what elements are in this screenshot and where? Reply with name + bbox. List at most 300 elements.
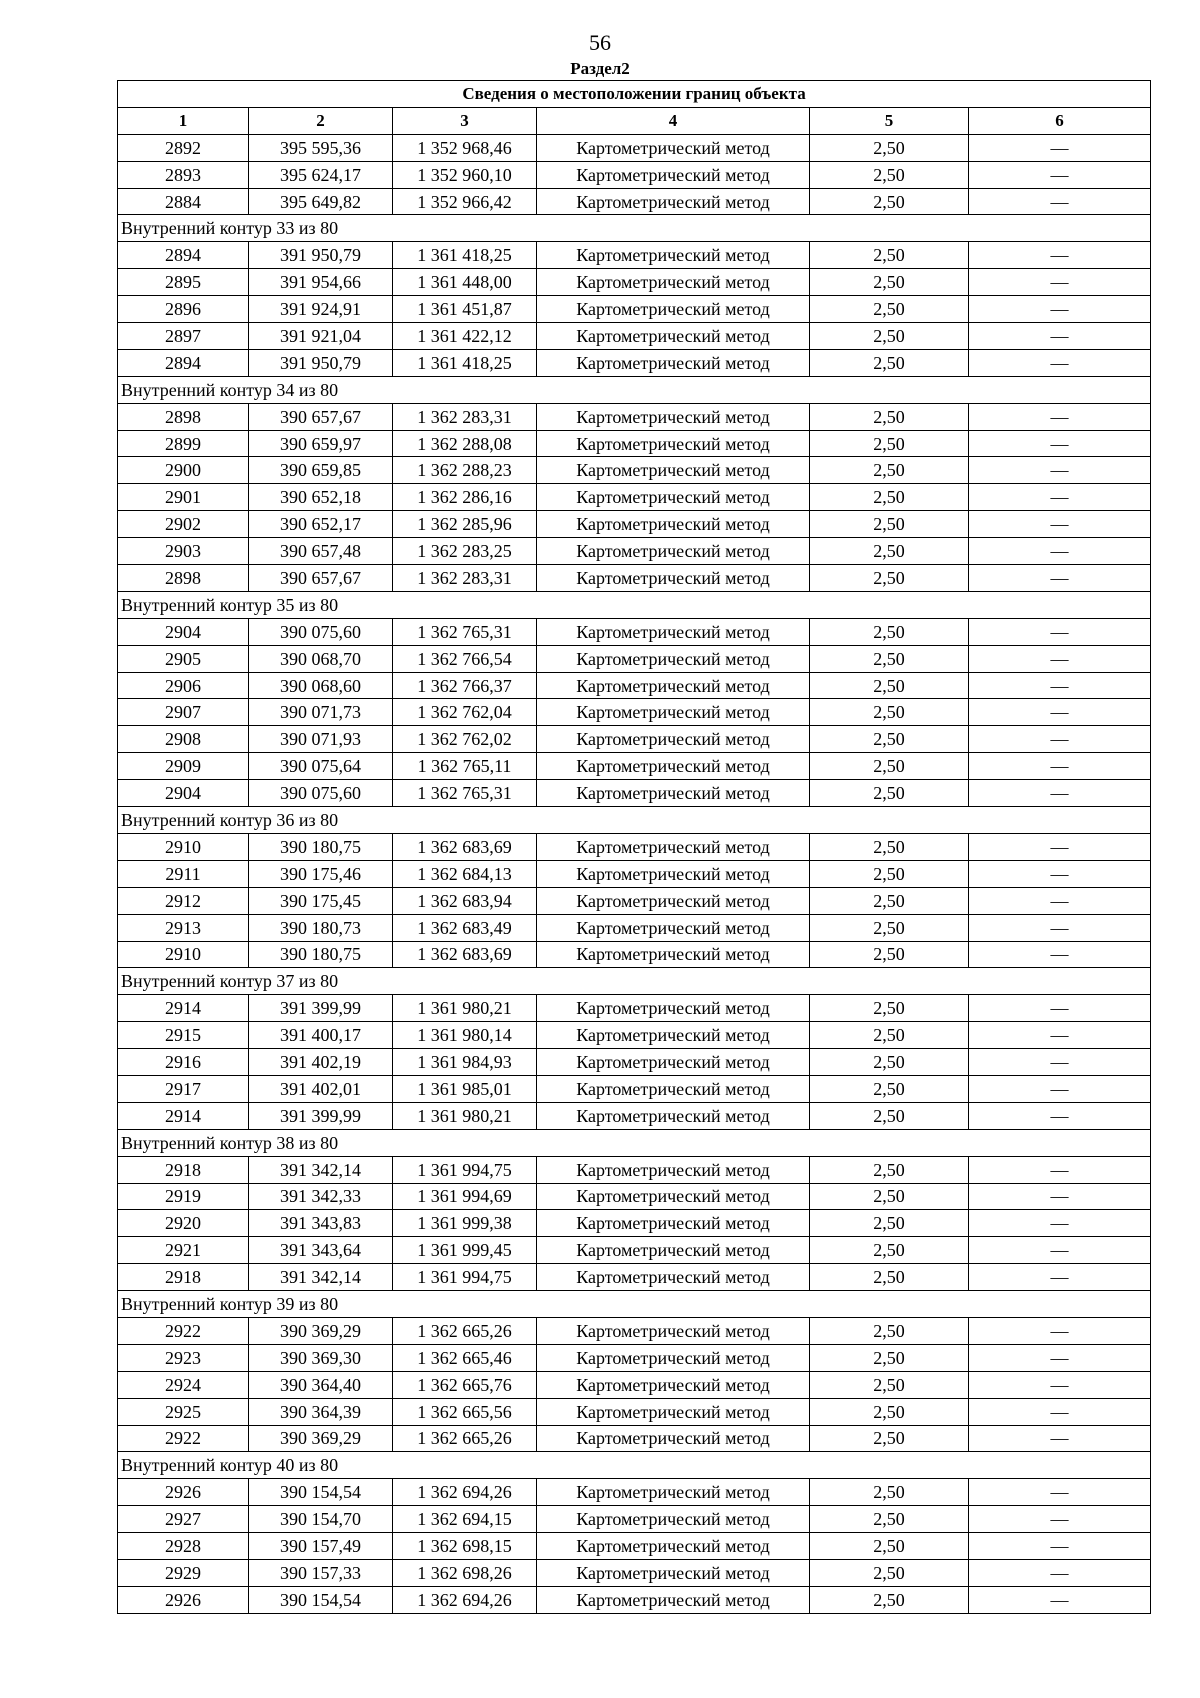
contour-group-row: [118, 1129, 1151, 1156]
x-coordinate-cell: 390 175,45: [249, 887, 393, 914]
point-number-cell: 2892: [118, 134, 249, 161]
point-number-cell: 2926: [118, 1479, 249, 1506]
y-coordinate-cell: 1 362 684,13: [393, 860, 537, 887]
description-cell: —: [969, 269, 1151, 296]
method-cell: Картометрический метод: [537, 484, 810, 511]
table-row: [118, 645, 1151, 672]
description-cell: —: [969, 1022, 1151, 1049]
y-coordinate-cell: 1 362 285,96: [393, 511, 537, 538]
y-coordinate-cell: 1 362 766,37: [393, 672, 537, 699]
boundary-coordinates-table: [117, 80, 1151, 1614]
y-coordinate-cell: 1 362 762,02: [393, 726, 537, 753]
contour-group-row: [118, 376, 1151, 403]
point-number-cell: 2926: [118, 1586, 249, 1613]
method-cell: Картометрический метод: [537, 860, 810, 887]
point-number-cell: 2898: [118, 565, 249, 592]
x-coordinate-cell: 390 657,48: [249, 538, 393, 565]
description-cell: —: [969, 1210, 1151, 1237]
method-cell: Картометрический метод: [537, 1264, 810, 1291]
point-number-cell: 2894: [118, 242, 249, 269]
y-coordinate-cell: 1 352 960,10: [393, 161, 537, 188]
description-cell: —: [969, 457, 1151, 484]
column-header: 1: [118, 107, 249, 134]
x-coordinate-cell: 391 950,79: [249, 242, 393, 269]
table-row: [118, 161, 1151, 188]
accuracy-cell: 2,50: [810, 645, 969, 672]
x-coordinate-cell: 391 950,79: [249, 349, 393, 376]
table-row: [118, 134, 1151, 161]
accuracy-cell: 2,50: [810, 995, 969, 1022]
description-cell: —: [969, 672, 1151, 699]
x-coordinate-cell: 390 180,73: [249, 914, 393, 941]
accuracy-cell: 2,50: [810, 726, 969, 753]
table-row: [118, 753, 1151, 780]
description-cell: —: [969, 860, 1151, 887]
method-cell: Картометрический метод: [537, 618, 810, 645]
y-coordinate-cell: 1 361 418,25: [393, 242, 537, 269]
accuracy-cell: 2,50: [810, 1075, 969, 1102]
x-coordinate-cell: 390 657,67: [249, 565, 393, 592]
description-cell: —: [969, 753, 1151, 780]
y-coordinate-cell: 1 361 451,87: [393, 296, 537, 323]
description-cell: —: [969, 1264, 1151, 1291]
description-cell: —: [969, 645, 1151, 672]
description-cell: —: [969, 780, 1151, 807]
point-number-cell: 2910: [118, 833, 249, 860]
method-cell: Картометрический метод: [537, 887, 810, 914]
method-cell: Картометрический метод: [537, 1022, 810, 1049]
description-cell: —: [969, 914, 1151, 941]
description-cell: —: [969, 484, 1151, 511]
table-row: [118, 1586, 1151, 1613]
accuracy-cell: 2,50: [810, 1317, 969, 1344]
description-cell: —: [969, 323, 1151, 350]
method-cell: Картометрический метод: [537, 538, 810, 565]
table-body: [118, 134, 1151, 1613]
x-coordinate-cell: 390 364,39: [249, 1398, 393, 1425]
x-coordinate-cell: 391 343,83: [249, 1210, 393, 1237]
method-cell: Картометрический метод: [537, 349, 810, 376]
accuracy-cell: 2,50: [810, 1102, 969, 1129]
y-coordinate-cell: 1 361 418,25: [393, 349, 537, 376]
contour-title: Внутренний контур 39 из 80: [118, 1291, 1151, 1318]
table-row: [118, 511, 1151, 538]
contour-group-row: [118, 215, 1151, 242]
accuracy-cell: 2,50: [810, 188, 969, 215]
description-cell: —: [969, 1237, 1151, 1264]
x-coordinate-cell: 390 657,67: [249, 403, 393, 430]
x-coordinate-cell: 395 649,82: [249, 188, 393, 215]
table-row: [118, 242, 1151, 269]
point-number-cell: 2894: [118, 349, 249, 376]
method-cell: Картометрический метод: [537, 242, 810, 269]
accuracy-cell: 2,50: [810, 1425, 969, 1452]
accuracy-cell: 2,50: [810, 1022, 969, 1049]
x-coordinate-cell: 391 399,99: [249, 1102, 393, 1129]
x-coordinate-cell: 390 154,70: [249, 1506, 393, 1533]
y-coordinate-cell: 1 362 762,04: [393, 699, 537, 726]
table-row: [118, 565, 1151, 592]
column-header: 3: [393, 107, 537, 134]
description-cell: —: [969, 565, 1151, 592]
description-cell: —: [969, 941, 1151, 968]
method-cell: Картометрический метод: [537, 323, 810, 350]
point-number-cell: 2896: [118, 296, 249, 323]
description-cell: —: [969, 699, 1151, 726]
y-coordinate-cell: 1 362 765,31: [393, 618, 537, 645]
y-coordinate-cell: 1 362 283,25: [393, 538, 537, 565]
table-row: [118, 860, 1151, 887]
contour-group-row: [118, 1291, 1151, 1318]
method-cell: Картометрический метод: [537, 726, 810, 753]
method-cell: Картометрический метод: [537, 1075, 810, 1102]
point-number-cell: 2928: [118, 1533, 249, 1560]
x-coordinate-cell: 395 595,36: [249, 134, 393, 161]
contour-title: Внутренний контур 35 из 80: [118, 591, 1151, 618]
point-number-cell: 2898: [118, 403, 249, 430]
y-coordinate-cell: 1 361 999,45: [393, 1237, 537, 1264]
y-coordinate-cell: 1 362 665,26: [393, 1425, 537, 1452]
accuracy-cell: 2,50: [810, 323, 969, 350]
method-cell: Картометрический метод: [537, 833, 810, 860]
x-coordinate-cell: 391 400,17: [249, 1022, 393, 1049]
method-cell: Картометрический метод: [537, 457, 810, 484]
x-coordinate-cell: 390 071,93: [249, 726, 393, 753]
x-coordinate-cell: 390 369,30: [249, 1344, 393, 1371]
y-coordinate-cell: 1 362 665,46: [393, 1344, 537, 1371]
accuracy-cell: 2,50: [810, 833, 969, 860]
point-number-cell: 2897: [118, 323, 249, 350]
x-coordinate-cell: 390 075,64: [249, 753, 393, 780]
table-row: [118, 1264, 1151, 1291]
contour-title: Внутренний контур 40 из 80: [118, 1452, 1151, 1479]
method-cell: Картометрический метод: [537, 941, 810, 968]
method-cell: Картометрический метод: [537, 1479, 810, 1506]
point-number-cell: 2922: [118, 1317, 249, 1344]
x-coordinate-cell: 390 154,54: [249, 1479, 393, 1506]
accuracy-cell: 2,50: [810, 430, 969, 457]
y-coordinate-cell: 1 361 985,01: [393, 1075, 537, 1102]
point-number-cell: 2907: [118, 699, 249, 726]
table-row: [118, 672, 1151, 699]
contour-group-row: [118, 1452, 1151, 1479]
table-row: [118, 618, 1151, 645]
contour-title: Внутренний контур 34 из 80: [118, 376, 1151, 403]
contour-group-row: [118, 968, 1151, 995]
contour-title: Внутренний контур 33 из 80: [118, 215, 1151, 242]
y-coordinate-cell: 1 361 422,12: [393, 323, 537, 350]
accuracy-cell: 2,50: [810, 672, 969, 699]
accuracy-cell: 2,50: [810, 296, 969, 323]
x-coordinate-cell: 390 075,60: [249, 780, 393, 807]
table-row: [118, 1183, 1151, 1210]
y-coordinate-cell: 1 362 665,56: [393, 1398, 537, 1425]
table-row: [118, 1102, 1151, 1129]
method-cell: Картометрический метод: [537, 565, 810, 592]
y-coordinate-cell: 1 362 665,26: [393, 1317, 537, 1344]
x-coordinate-cell: 390 157,49: [249, 1533, 393, 1560]
x-coordinate-cell: 391 342,14: [249, 1156, 393, 1183]
description-cell: —: [969, 242, 1151, 269]
description-cell: —: [969, 1586, 1151, 1613]
description-cell: —: [969, 349, 1151, 376]
description-cell: —: [969, 1506, 1151, 1533]
method-cell: Картометрический метод: [537, 403, 810, 430]
point-number-cell: 2900: [118, 457, 249, 484]
method-cell: Картометрический метод: [537, 780, 810, 807]
method-cell: Картометрический метод: [537, 1371, 810, 1398]
accuracy-cell: 2,50: [810, 457, 969, 484]
method-cell: Картометрический метод: [537, 1049, 810, 1076]
description-cell: —: [969, 188, 1151, 215]
x-coordinate-cell: 390 364,40: [249, 1371, 393, 1398]
method-cell: Картометрический метод: [537, 672, 810, 699]
accuracy-cell: 2,50: [810, 349, 969, 376]
description-cell: —: [969, 995, 1151, 1022]
description-cell: —: [969, 1533, 1151, 1560]
accuracy-cell: 2,50: [810, 1049, 969, 1076]
contour-title: Внутренний контур 38 из 80: [118, 1129, 1151, 1156]
table-row: [118, 1237, 1151, 1264]
point-number-cell: 2911: [118, 860, 249, 887]
accuracy-cell: 2,50: [810, 134, 969, 161]
y-coordinate-cell: 1 362 683,69: [393, 941, 537, 968]
method-cell: Картометрический метод: [537, 1425, 810, 1452]
y-coordinate-cell: 1 362 683,94: [393, 887, 537, 914]
method-cell: Картометрический метод: [537, 1317, 810, 1344]
table-row: [118, 1506, 1151, 1533]
accuracy-cell: 2,50: [810, 484, 969, 511]
table-row: [118, 941, 1151, 968]
accuracy-cell: 2,50: [810, 1479, 969, 1506]
x-coordinate-cell: 390 068,60: [249, 672, 393, 699]
method-cell: Картометрический метод: [537, 188, 810, 215]
method-cell: Картометрический метод: [537, 1183, 810, 1210]
table-row: [118, 269, 1151, 296]
method-cell: Картометрический метод: [537, 1102, 810, 1129]
table-row: [118, 726, 1151, 753]
point-number-cell: 2915: [118, 1022, 249, 1049]
point-number-cell: 2904: [118, 618, 249, 645]
x-coordinate-cell: 390 659,85: [249, 457, 393, 484]
point-number-cell: 2902: [118, 511, 249, 538]
table-row: [118, 1049, 1151, 1076]
accuracy-cell: 2,50: [810, 780, 969, 807]
description-cell: —: [969, 1317, 1151, 1344]
description-cell: —: [969, 887, 1151, 914]
description-cell: —: [969, 1371, 1151, 1398]
table-row: [118, 403, 1151, 430]
method-cell: Картометрический метод: [537, 161, 810, 188]
method-cell: Картометрический метод: [537, 269, 810, 296]
y-coordinate-cell: 1 361 984,93: [393, 1049, 537, 1076]
point-number-cell: 2929: [118, 1559, 249, 1586]
y-coordinate-cell: 1 362 683,49: [393, 914, 537, 941]
table-row: [118, 914, 1151, 941]
accuracy-cell: 2,50: [810, 1559, 969, 1586]
section-title: Раздел2: [570, 59, 630, 78]
y-coordinate-cell: 1 362 694,15: [393, 1506, 537, 1533]
table-row: [118, 833, 1151, 860]
method-cell: Картометрический метод: [537, 430, 810, 457]
table-row: [118, 1398, 1151, 1425]
point-number-cell: 2914: [118, 995, 249, 1022]
y-coordinate-cell: 1 361 994,69: [393, 1183, 537, 1210]
table-row: [118, 1425, 1151, 1452]
y-coordinate-cell: 1 361 980,21: [393, 995, 537, 1022]
description-cell: —: [969, 403, 1151, 430]
description-cell: —: [969, 1049, 1151, 1076]
accuracy-cell: 2,50: [810, 1237, 969, 1264]
table-row: [118, 296, 1151, 323]
method-cell: Картометрический метод: [537, 1586, 810, 1613]
table-row: [118, 188, 1151, 215]
y-coordinate-cell: 1 352 968,46: [393, 134, 537, 161]
point-number-cell: 2884: [118, 188, 249, 215]
point-number-cell: 2908: [118, 726, 249, 753]
x-coordinate-cell: 391 921,04: [249, 323, 393, 350]
y-coordinate-cell: 1 361 980,14: [393, 1022, 537, 1049]
x-coordinate-cell: 391 399,99: [249, 995, 393, 1022]
y-coordinate-cell: 1 362 283,31: [393, 565, 537, 592]
method-cell: Картометрический метод: [537, 511, 810, 538]
point-number-cell: 2918: [118, 1264, 249, 1291]
accuracy-cell: 2,50: [810, 242, 969, 269]
point-number-cell: 2919: [118, 1183, 249, 1210]
accuracy-cell: 2,50: [810, 860, 969, 887]
column-header-row: [118, 107, 1151, 134]
point-number-cell: 2893: [118, 161, 249, 188]
point-number-cell: 2912: [118, 887, 249, 914]
method-cell: Картометрический метод: [537, 296, 810, 323]
y-coordinate-cell: 1 362 698,26: [393, 1559, 537, 1586]
accuracy-cell: 2,50: [810, 887, 969, 914]
table-row: [118, 780, 1151, 807]
description-cell: —: [969, 726, 1151, 753]
table-row: [118, 457, 1151, 484]
description-cell: —: [969, 538, 1151, 565]
point-number-cell: 2913: [118, 914, 249, 941]
y-coordinate-cell: 1 352 966,42: [393, 188, 537, 215]
y-coordinate-cell: 1 362 766,54: [393, 645, 537, 672]
table-row: [118, 349, 1151, 376]
description-cell: —: [969, 430, 1151, 457]
y-coordinate-cell: 1 362 694,26: [393, 1479, 537, 1506]
table-row: [118, 1022, 1151, 1049]
method-cell: Картометрический метод: [537, 1559, 810, 1586]
description-cell: —: [969, 1479, 1151, 1506]
table-row: [118, 1559, 1151, 1586]
method-cell: Картометрический метод: [537, 1210, 810, 1237]
x-coordinate-cell: 390 652,18: [249, 484, 393, 511]
x-coordinate-cell: 390 075,60: [249, 618, 393, 645]
y-coordinate-cell: 1 362 283,31: [393, 403, 537, 430]
description-cell: —: [969, 1102, 1151, 1129]
description-cell: —: [969, 833, 1151, 860]
accuracy-cell: 2,50: [810, 565, 969, 592]
point-number-cell: 2899: [118, 430, 249, 457]
y-coordinate-cell: 1 362 765,11: [393, 753, 537, 780]
accuracy-cell: 2,50: [810, 538, 969, 565]
point-number-cell: 2918: [118, 1156, 249, 1183]
accuracy-cell: 2,50: [810, 914, 969, 941]
point-number-cell: 2903: [118, 538, 249, 565]
x-coordinate-cell: 390 369,29: [249, 1425, 393, 1452]
method-cell: Картометрический метод: [537, 914, 810, 941]
point-number-cell: 2895: [118, 269, 249, 296]
point-number-cell: 2904: [118, 780, 249, 807]
accuracy-cell: 2,50: [810, 1183, 969, 1210]
point-number-cell: 2905: [118, 645, 249, 672]
accuracy-cell: 2,50: [810, 403, 969, 430]
accuracy-cell: 2,50: [810, 1264, 969, 1291]
point-number-cell: 2921: [118, 1237, 249, 1264]
description-cell: —: [969, 1344, 1151, 1371]
accuracy-cell: 2,50: [810, 161, 969, 188]
method-cell: Картометрический метод: [537, 1398, 810, 1425]
point-number-cell: 2901: [118, 484, 249, 511]
table-row: [118, 887, 1151, 914]
point-number-cell: 2917: [118, 1075, 249, 1102]
method-cell: Картометрический метод: [537, 1156, 810, 1183]
table-row: [118, 1479, 1151, 1506]
x-coordinate-cell: 391 342,14: [249, 1264, 393, 1291]
accuracy-cell: 2,50: [810, 1586, 969, 1613]
y-coordinate-cell: 1 361 999,38: [393, 1210, 537, 1237]
accuracy-cell: 2,50: [810, 1371, 969, 1398]
x-coordinate-cell: 390 180,75: [249, 941, 393, 968]
point-number-cell: 2923: [118, 1344, 249, 1371]
x-coordinate-cell: 390 071,73: [249, 699, 393, 726]
table-row: [118, 538, 1151, 565]
table-row: [118, 484, 1151, 511]
column-header: 5: [810, 107, 969, 134]
contour-group-row: [118, 807, 1151, 834]
table-row: [118, 1156, 1151, 1183]
accuracy-cell: 2,50: [810, 1156, 969, 1183]
y-coordinate-cell: 1 362 288,08: [393, 430, 537, 457]
method-cell: Картометрический метод: [537, 1506, 810, 1533]
table-row: [118, 1344, 1151, 1371]
table-caption: Сведения о местоположении границ объекта: [118, 81, 1151, 108]
point-number-cell: 2924: [118, 1371, 249, 1398]
point-number-cell: 2916: [118, 1049, 249, 1076]
point-number-cell: 2906: [118, 672, 249, 699]
x-coordinate-cell: 391 342,33: [249, 1183, 393, 1210]
method-cell: Картометрический метод: [537, 645, 810, 672]
y-coordinate-cell: 1 361 994,75: [393, 1156, 537, 1183]
description-cell: —: [969, 296, 1151, 323]
x-coordinate-cell: 390 157,33: [249, 1559, 393, 1586]
x-coordinate-cell: 395 624,17: [249, 161, 393, 188]
x-coordinate-cell: 391 402,19: [249, 1049, 393, 1076]
description-cell: —: [969, 1183, 1151, 1210]
table-row: [118, 1317, 1151, 1344]
x-coordinate-cell: 390 659,97: [249, 430, 393, 457]
description-cell: —: [969, 1398, 1151, 1425]
description-cell: —: [969, 1425, 1151, 1452]
accuracy-cell: 2,50: [810, 1210, 969, 1237]
accuracy-cell: 2,50: [810, 1533, 969, 1560]
y-coordinate-cell: 1 362 694,26: [393, 1586, 537, 1613]
description-cell: —: [969, 1559, 1151, 1586]
method-cell: Картометрический метод: [537, 134, 810, 161]
method-cell: Картометрический метод: [537, 1533, 810, 1560]
accuracy-cell: 2,50: [810, 511, 969, 538]
description-cell: —: [969, 161, 1151, 188]
y-coordinate-cell: 1 361 448,00: [393, 269, 537, 296]
accuracy-cell: 2,50: [810, 941, 969, 968]
